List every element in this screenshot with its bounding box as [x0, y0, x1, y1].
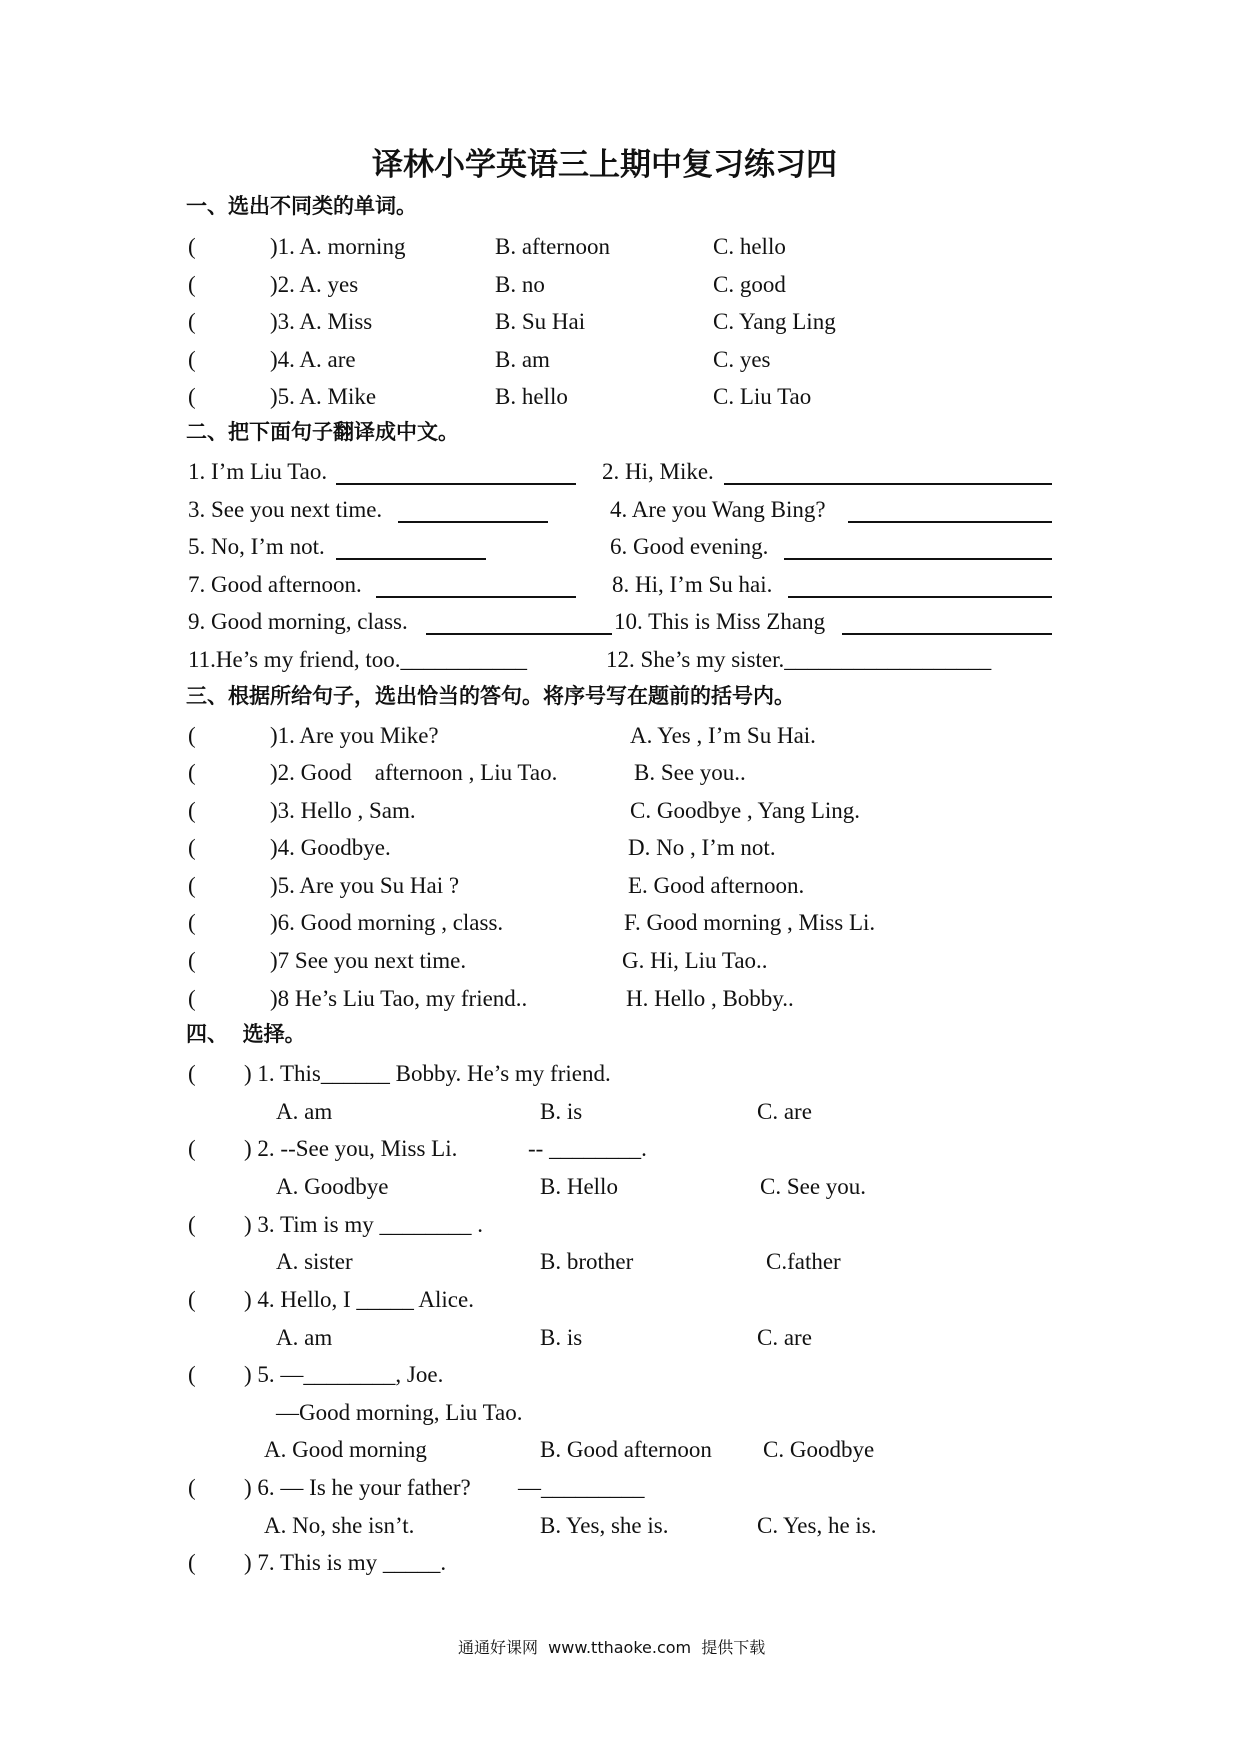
answer-paren: (: [188, 1136, 196, 1161]
translate-item-5: 5. No, I’m not.: [188, 534, 325, 559]
option-b: B. is: [540, 1325, 583, 1350]
option-c: C. Yang Ling: [713, 309, 836, 334]
option-b: B. Good afternoon: [540, 1437, 712, 1462]
answer-paren: (: [188, 910, 196, 935]
translate-item-9: 9. Good morning, class.: [188, 609, 408, 634]
translate-item-4: 4. Are you Wang Bing?: [610, 497, 826, 522]
answer-paren: (: [188, 384, 196, 409]
answer-paren: (: [188, 234, 196, 259]
option-c: C. hello: [713, 234, 786, 259]
answer-paren: (: [188, 1362, 196, 1387]
translate-item-10: 10. This is Miss Zhang: [614, 609, 826, 634]
option-c: C. yes: [713, 347, 771, 372]
question-reply: -- ________.: [528, 1136, 647, 1161]
option-c: C. Goodbye: [763, 1437, 875, 1462]
answer-paren: (: [188, 760, 196, 785]
answer-paren: (: [188, 309, 196, 334]
translate-item-2: 2. Hi, Mike.: [602, 459, 714, 484]
option-b: B. Hello: [540, 1174, 618, 1199]
option-b: B. Su Hai: [495, 309, 586, 334]
match-answer: A. Yes , I’m Su Hai.: [630, 723, 816, 748]
match-answer: H. Hello , Bobby..: [626, 986, 794, 1011]
option-b: B. afternoon: [495, 234, 610, 259]
answer-line-9[interactable]: [426, 633, 612, 635]
option-c: C. are: [757, 1325, 812, 1350]
answer-paren: (: [188, 1475, 196, 1500]
answer-paren: (: [188, 986, 196, 1011]
answer-line-6[interactable]: [784, 558, 1052, 560]
match-answer: F. Good morning , Miss Li.: [624, 910, 876, 935]
option-b: B. is: [540, 1099, 583, 1124]
match-question: )6. Good morning , class.: [270, 910, 504, 935]
answer-paren: (: [188, 723, 196, 748]
answer-paren: (: [188, 1212, 196, 1237]
question-text: ) 1. This______ Bobby. He’s my friend.: [244, 1061, 611, 1086]
question-reply: —Good morning, Liu Tao.: [276, 1400, 523, 1425]
match-question: )5. Are you Su Hai ?: [270, 873, 460, 898]
question-text: )1. A. morning: [270, 234, 406, 259]
match-question: )7 See you next time.: [270, 948, 467, 973]
match-answer: D. No , I’m not.: [628, 835, 776, 860]
option-c: C. good: [713, 272, 786, 297]
answer-paren: (: [188, 835, 196, 860]
question-text: ) 3. Tim is my ________ .: [244, 1212, 483, 1237]
translate-item-11: 11.He’s my friend, too.___________: [188, 647, 528, 672]
translate-item-3: 3. See you next time.: [188, 497, 383, 522]
answer-line-8[interactable]: [788, 596, 1052, 598]
question-text: ) 7. This is my _____.: [244, 1550, 447, 1575]
section4-heading: 四、 选择。: [186, 1022, 306, 1046]
answer-line-5[interactable]: [336, 558, 486, 560]
match-question: )1. Are you Mike?: [270, 723, 439, 748]
answer-line-1[interactable]: [336, 483, 576, 485]
option-a: A. No, she isn’t.: [264, 1513, 415, 1538]
section1-heading: 一、选出不同类的单词。: [186, 194, 417, 218]
translate-item-1: 1. I’m Liu Tao.: [188, 459, 328, 484]
answer-paren: (: [188, 798, 196, 823]
answer-paren: (: [188, 1550, 196, 1575]
option-c: C. Yes, he is.: [757, 1513, 877, 1538]
section2-heading: 二、把下面句子翻译成中文。: [186, 420, 459, 444]
translate-item-6: 6. Good evening.: [610, 534, 769, 559]
option-b: B. Yes, she is.: [540, 1513, 669, 1538]
match-answer: B. See you..: [634, 760, 746, 785]
translate-item-7: 7. Good afternoon.: [188, 572, 362, 597]
option-c: C. See you.: [760, 1174, 867, 1199]
answer-line-4[interactable]: [848, 521, 1052, 523]
option-a: A. Good morning: [264, 1437, 427, 1462]
match-question: )2. Good afternoon , Liu Tao.: [270, 760, 558, 785]
option-c: C. Liu Tao: [713, 384, 812, 409]
answer-line-2[interactable]: [724, 483, 1052, 485]
translate-item-12: 12. She’s my sister.__________________: [606, 647, 992, 672]
answer-line-7[interactable]: [376, 596, 576, 598]
question-text: ) 5. —________, Joe.: [244, 1362, 444, 1387]
footer-credit: 通通好课网 www.tthaoke.com 提供下载: [458, 1638, 766, 1657]
answer-line-10[interactable]: [842, 633, 1052, 635]
match-answer: G. Hi, Liu Tao..: [622, 948, 768, 973]
option-b: B. hello: [495, 384, 568, 409]
option-c: C. are: [757, 1099, 812, 1124]
question-text: )2. A. yes: [270, 272, 359, 297]
question-reply: —_________: [518, 1475, 645, 1500]
option-a: A. am: [276, 1325, 333, 1350]
answer-paren: (: [188, 873, 196, 898]
option-b: B. brother: [540, 1249, 634, 1274]
question-text: ) 2. --See you, Miss Li.: [244, 1136, 458, 1161]
answer-paren: (: [188, 948, 196, 973]
translate-item-8: 8. Hi, I’m Su hai.: [612, 572, 773, 597]
option-a: A. Goodbye: [276, 1174, 389, 1199]
answer-paren: (: [188, 272, 196, 297]
match-question: )8 He’s Liu Tao, my friend..: [270, 986, 528, 1011]
match-answer: C. Goodbye , Yang Ling.: [630, 798, 861, 823]
question-text: )3. A. Miss: [270, 309, 373, 334]
option-b: B. no: [495, 272, 545, 297]
match-question: )4. Goodbye.: [270, 835, 391, 860]
question-text: )4. A. are: [270, 347, 356, 372]
answer-paren: (: [188, 347, 196, 372]
match-question: )3. Hello , Sam.: [270, 798, 416, 823]
answer-line-3[interactable]: [398, 521, 548, 523]
option-a: A. am: [276, 1099, 333, 1124]
option-c: C.father: [766, 1249, 841, 1274]
question-text: )5. A. Mike: [270, 384, 377, 409]
section3-heading: 三、根据所给句子，选出恰当的答句。将序号写在题前的括号内。: [186, 684, 795, 708]
answer-paren: (: [188, 1061, 196, 1086]
answer-paren: (: [188, 1287, 196, 1312]
match-answer: E. Good afternoon.: [628, 873, 805, 898]
option-a: A. sister: [276, 1249, 353, 1274]
option-b: B. am: [495, 347, 550, 372]
question-text: ) 6. — Is he your father?: [244, 1475, 471, 1500]
question-text: ) 4. Hello, I _____ Alice.: [244, 1287, 474, 1312]
page-title: 译林小学英语三上期中复习练习四: [372, 147, 837, 183]
